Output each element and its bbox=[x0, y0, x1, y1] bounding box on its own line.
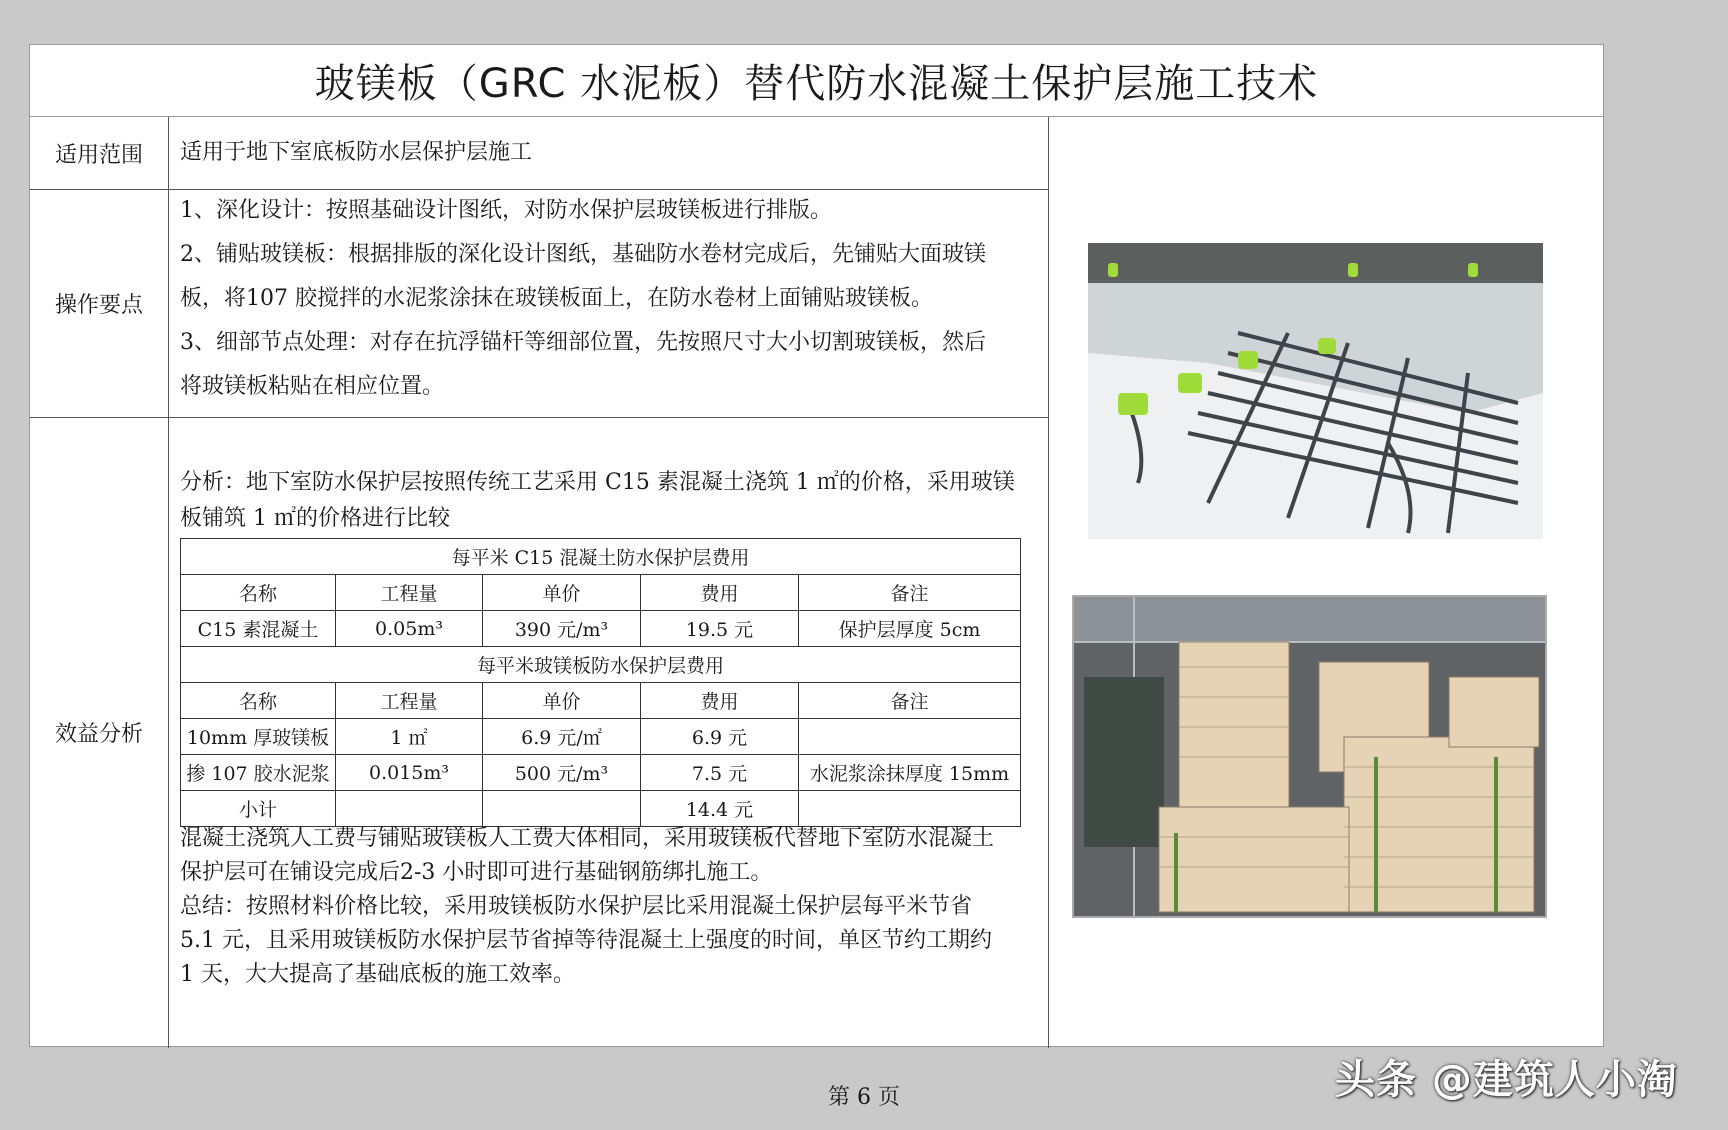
table-cell: 1 ㎡ bbox=[336, 719, 483, 755]
table-cell: 14.4 元 bbox=[641, 791, 799, 827]
table-header-row bbox=[181, 683, 1021, 719]
analysis-line: 分析：地下室防水保护层按照传统工艺采用 C15 素混凝土浇筑 1 ㎡的价格，采用玻镁 bbox=[180, 470, 1015, 495]
section1-title: 每平米 C15 混凝土防水保护层费用 bbox=[181, 539, 1021, 575]
analysis-text bbox=[180, 465, 1015, 537]
board-stack-photo bbox=[1072, 595, 1547, 918]
header-cell: 单价 bbox=[483, 683, 641, 719]
table-cell bbox=[799, 719, 1021, 755]
conclusion-text bbox=[180, 822, 994, 992]
conclusion-line: 1 天，大大提高了基础底板的施工效率。 bbox=[180, 962, 575, 987]
table-row bbox=[181, 755, 1021, 791]
column-divider-photo bbox=[1048, 117, 1049, 1048]
page-number: 第 6 页 bbox=[828, 1085, 900, 1110]
table-cell: 水泥浆涂抹厚度 15mm bbox=[799, 755, 1021, 791]
cost-comparison-table bbox=[180, 538, 1021, 827]
table-cell: C15 素混凝土 bbox=[181, 611, 336, 647]
table-row bbox=[181, 611, 1021, 647]
header-cell: 工程量 bbox=[336, 683, 483, 719]
header-cell: 名称 bbox=[181, 575, 336, 611]
table-cell: 10mm 厚玻镁板 bbox=[181, 719, 336, 755]
header-cell: 工程量 bbox=[336, 575, 483, 611]
header-cell: 费用 bbox=[641, 683, 799, 719]
table-cell: 6.9 元 bbox=[641, 719, 799, 755]
table-cell: 500 元/m³ bbox=[483, 755, 641, 791]
operation-text bbox=[180, 189, 986, 409]
operation-line: 板，将107 胶搅拌的水泥浆涂抹在玻镁板面上，在防水卷材上面铺贴玻镁板。 bbox=[180, 286, 933, 311]
operation-line: 2、铺贴玻镁板：根据排版的深化设计图纸，基础防水卷材完成后，先铺贴大面玻镁 bbox=[180, 242, 986, 267]
board-stack-photo-icon bbox=[1074, 597, 1545, 916]
conclusion-line: 5.1 元，且采用玻镁板防水保护层节省掉等待混凝土上强度的时间，单区节约工期约 bbox=[180, 928, 992, 953]
header-cell: 单价 bbox=[483, 575, 641, 611]
construction-site-photo bbox=[1088, 243, 1543, 539]
conclusion-line: 总结：按照材料价格比较，采用玻镁板防水保护层比采用混凝土保护层每平米节省 bbox=[180, 894, 973, 919]
header-cell: 备注 bbox=[799, 683, 1021, 719]
benefit-label: 效益分析 bbox=[54, 722, 143, 747]
row-divider-2 bbox=[30, 417, 1049, 418]
table-cell: 19.5 元 bbox=[641, 611, 799, 647]
table-cell: 小计 bbox=[181, 791, 336, 827]
table-cell: 保护层厚度 5cm bbox=[799, 611, 1021, 647]
table-section-title-row bbox=[181, 647, 1021, 683]
table-cell: 390 元/m³ bbox=[483, 611, 641, 647]
section2-title: 每平米玻镁板防水保护层费用 bbox=[181, 647, 1021, 683]
construction-site-photo-icon bbox=[1088, 243, 1543, 539]
conclusion-line: 混凝土浇筑人工费与铺贴玻镁板人工费大体相同，采用玻镁板代替地下室防水混凝土 bbox=[180, 826, 995, 851]
page-title: 玻镁板（GRC 水泥板）替代防水混凝土保护层施工技术 bbox=[30, 45, 1603, 117]
analysis-line: 板铺筑 1 ㎡的价格进行比较 bbox=[180, 506, 450, 531]
header-cell: 名称 bbox=[181, 683, 336, 719]
operation-line: 1、深化设计：按照基础设计图纸，对防水保护层玻镁板进行排版。 bbox=[180, 198, 832, 223]
table-header-row bbox=[181, 575, 1021, 611]
table-section-title-row bbox=[181, 539, 1021, 575]
operation-line: 将玻镁板粘贴在相应位置。 bbox=[180, 374, 445, 399]
table-cell: 掺 107 胶水泥浆 bbox=[181, 755, 336, 791]
table-cell: 0.015m³ bbox=[336, 755, 483, 791]
operation-label: 操作要点 bbox=[54, 292, 143, 318]
operation-line: 3、细部节点处理：对存在抗浮锚杆等细部位置，先按照尺寸大小切割玻镁板，然后 bbox=[180, 330, 986, 355]
document-page bbox=[29, 44, 1604, 1047]
table-row bbox=[181, 719, 1021, 755]
table-cell: 0.05m³ bbox=[336, 611, 483, 647]
table-cell: 6.9 元/㎡ bbox=[483, 719, 641, 755]
column-divider-label bbox=[168, 117, 169, 1048]
watermark: 头条 @建筑人小淘 bbox=[1335, 1057, 1678, 1103]
scope-label: 适用范围 bbox=[54, 142, 143, 168]
scope-text: 适用于地下室底板防水层保护层施工 bbox=[180, 140, 533, 165]
header-cell: 备注 bbox=[799, 575, 1021, 611]
header-cell: 费用 bbox=[641, 575, 799, 611]
conclusion-line: 保护层可在铺设完成后2-3 小时即可进行基础钢筋绑扎施工。 bbox=[180, 860, 773, 885]
table-cell: 7.5 元 bbox=[641, 755, 799, 791]
